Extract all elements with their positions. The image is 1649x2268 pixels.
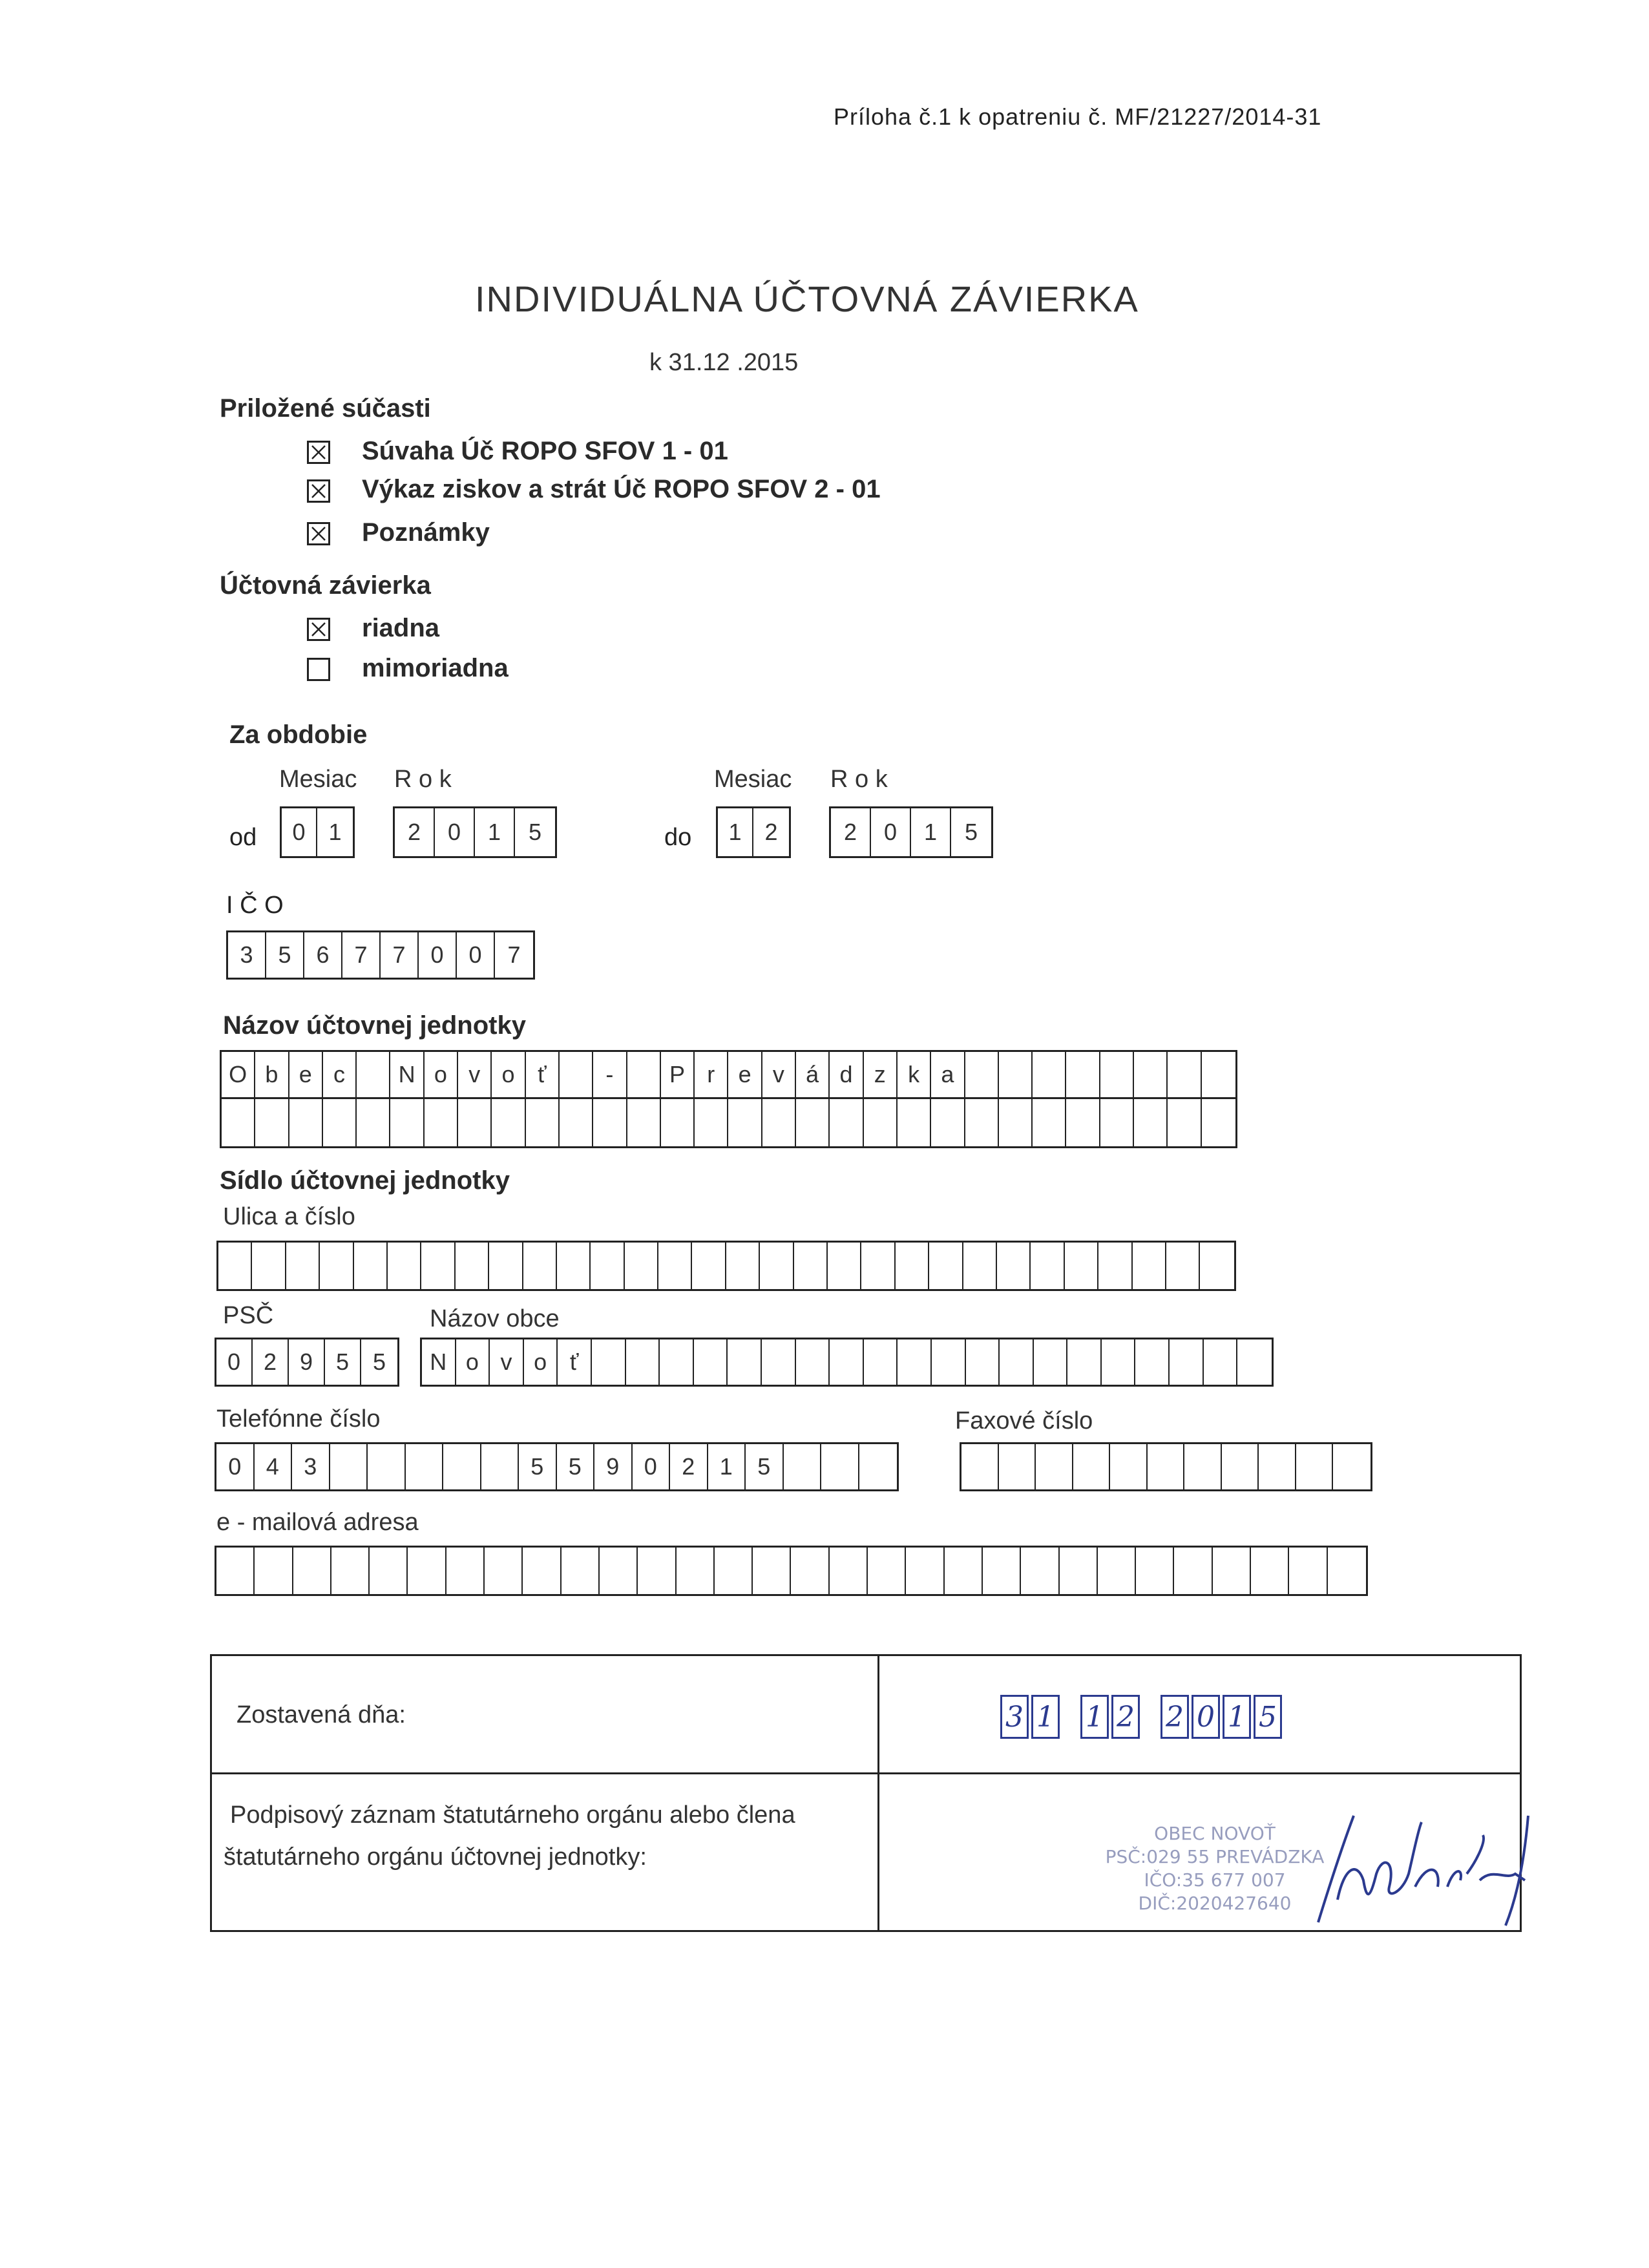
- entity-name-cell[interactable]: [999, 1099, 1033, 1146]
- phone-digit[interactable]: 1: [708, 1444, 746, 1489]
- phone-digit[interactable]: [330, 1444, 368, 1489]
- street-cell[interactable]: [218, 1243, 252, 1289]
- phone-digit[interactable]: 3: [292, 1444, 330, 1489]
- stamp-line: IČO:35 677 007: [1144, 1869, 1286, 1891]
- statement-type-regular-label: riadna: [362, 614, 440, 642]
- attachment-label-notes: Poznámky: [362, 518, 490, 547]
- ico-digit[interactable]: 0: [457, 932, 495, 978]
- street-cells: [216, 1241, 1236, 1291]
- entity-name-cell[interactable]: [898, 1099, 931, 1146]
- entity-name-cell[interactable]: b: [255, 1052, 289, 1097]
- phone-digit[interactable]: [368, 1444, 406, 1489]
- street-cell[interactable]: [1133, 1243, 1166, 1289]
- email-cell[interactable]: [983, 1548, 1021, 1594]
- to-year-digit[interactable]: 1: [911, 808, 951, 856]
- annex-reference: Príloha č.1 k opatreniu č. MF/21227/2014-31: [834, 103, 1322, 130]
- street-cell[interactable]: [1200, 1243, 1234, 1289]
- entity-name-cell[interactable]: z: [864, 1052, 898, 1097]
- phone-digit[interactable]: 0: [216, 1444, 255, 1489]
- phone-digit[interactable]: 4: [255, 1444, 293, 1489]
- entity-name-label: Názov účtovnej jednotky: [223, 1011, 526, 1040]
- email-cell[interactable]: [753, 1548, 791, 1594]
- street-cell[interactable]: [489, 1243, 523, 1289]
- entity-name-cell[interactable]: v: [458, 1052, 492, 1097]
- compiled-year-digit[interactable]: 2: [1161, 1695, 1189, 1739]
- ico-cells: [226, 930, 535, 980]
- entity-name-cell[interactable]: [390, 1099, 424, 1146]
- to-label: do: [664, 824, 692, 851]
- email-cell[interactable]: [715, 1548, 753, 1594]
- town-cell[interactable]: N: [422, 1339, 456, 1385]
- entity-name-cell[interactable]: r: [695, 1052, 728, 1097]
- phone-digit[interactable]: 5: [746, 1444, 784, 1489]
- phone-digit[interactable]: [406, 1444, 444, 1489]
- street-cell[interactable]: [625, 1243, 658, 1289]
- handwritten-signature: [1292, 1803, 1538, 1932]
- entity-name-cell[interactable]: [560, 1099, 593, 1146]
- fax-digit[interactable]: [1073, 1444, 1111, 1489]
- to-year-digit[interactable]: 5: [964, 819, 978, 845]
- ico-digit[interactable]: 7: [381, 932, 419, 978]
- town-cell[interactable]: [1204, 1339, 1238, 1385]
- attachment-label-balance: Súvaha Úč ROPO SFOV 1 - 01: [362, 437, 728, 465]
- entity-name-cell[interactable]: [1202, 1099, 1235, 1146]
- compiled-day-digit[interactable]: 3: [1000, 1695, 1029, 1739]
- compiled-day-digit[interactable]: 1: [1031, 1695, 1060, 1739]
- from-year-digit[interactable]: 2: [395, 808, 435, 856]
- email-cell[interactable]: [1289, 1548, 1327, 1594]
- street-cell[interactable]: [388, 1243, 421, 1289]
- statement-type-extraordinary-label: mimoriadna: [362, 654, 509, 682]
- entity-name-cell[interactable]: [965, 1052, 999, 1097]
- entity-name-cell[interactable]: [728, 1099, 762, 1146]
- email-cell[interactable]: [791, 1548, 829, 1594]
- email-cell[interactable]: [1021, 1548, 1059, 1594]
- entity-name-cell[interactable]: [661, 1099, 695, 1146]
- street-cell[interactable]: [557, 1243, 591, 1289]
- fax-label: Faxové číslo: [955, 1407, 1093, 1434]
- entity-name-cell[interactable]: e: [289, 1052, 323, 1097]
- psc-digit[interactable]: 0: [216, 1339, 253, 1385]
- compiled-month-digit[interactable]: 1: [1080, 1695, 1109, 1739]
- phone-digit[interactable]: [859, 1444, 898, 1489]
- email-cell[interactable]: [638, 1548, 676, 1594]
- town-cell[interactable]: [1034, 1339, 1068, 1385]
- entity-name-cell[interactable]: ť: [526, 1052, 560, 1097]
- street-cell[interactable]: [929, 1243, 963, 1289]
- email-cell[interactable]: [408, 1548, 446, 1594]
- street-cell[interactable]: [354, 1243, 388, 1289]
- entity-name-cell[interactable]: [830, 1099, 863, 1146]
- street-cell[interactable]: [828, 1243, 861, 1289]
- entity-name-cell[interactable]: [1100, 1052, 1134, 1097]
- street-label: Ulica a číslo: [223, 1203, 355, 1230]
- email-cell[interactable]: [600, 1548, 638, 1594]
- phone-digit[interactable]: 5: [519, 1444, 557, 1489]
- entity-name-cell[interactable]: [931, 1099, 965, 1146]
- entity-name-cell[interactable]: -: [593, 1052, 627, 1097]
- to-year-digit[interactable]: 0: [871, 808, 911, 856]
- from-month-digit[interactable]: 1: [328, 819, 342, 845]
- stamp-line: DIČ:2020427640: [1138, 1893, 1292, 1914]
- phone-digit[interactable]: 5: [557, 1444, 595, 1489]
- entity-name-cell[interactable]: a: [931, 1052, 965, 1097]
- entity-name-cell[interactable]: [560, 1052, 593, 1097]
- stamp-line: OBEC NOVOŤ: [1154, 1823, 1276, 1844]
- to-year-digit[interactable]: 2: [831, 808, 871, 856]
- email-cell[interactable]: [523, 1548, 561, 1594]
- entity-name-cell[interactable]: c: [323, 1052, 357, 1097]
- town-cell[interactable]: [864, 1339, 898, 1385]
- street-cell[interactable]: [1031, 1243, 1064, 1289]
- fax-digit[interactable]: [1222, 1444, 1259, 1489]
- town-label: Názov obce: [430, 1305, 560, 1332]
- entity-name-cell[interactable]: v: [762, 1052, 796, 1097]
- entity-name-cell[interactable]: [357, 1052, 390, 1097]
- street-cell[interactable]: [421, 1243, 455, 1289]
- street-cell[interactable]: [252, 1243, 286, 1289]
- fax-digit[interactable]: [961, 1444, 999, 1489]
- entity-name-cell[interactable]: [492, 1099, 525, 1146]
- compiled-year-digit[interactable]: 5: [1254, 1695, 1282, 1739]
- fax-digit[interactable]: [1184, 1444, 1222, 1489]
- entity-name-cell[interactable]: [762, 1099, 796, 1146]
- town-cell[interactable]: [830, 1339, 864, 1385]
- from-year-digit[interactable]: 1: [475, 808, 515, 856]
- ico-digit[interactable]: 6: [304, 932, 342, 978]
- street-cell[interactable]: [523, 1243, 557, 1289]
- phone-digit[interactable]: [443, 1444, 481, 1489]
- fax-digit[interactable]: [1036, 1444, 1073, 1489]
- email-cell[interactable]: [446, 1548, 485, 1594]
- from-year-digit[interactable]: 0: [435, 808, 475, 856]
- from-year-digit[interactable]: 5: [528, 819, 542, 845]
- entity-name-cell[interactable]: [357, 1099, 390, 1146]
- email-cell[interactable]: [1136, 1548, 1174, 1594]
- period-label: Za obdobie: [229, 720, 368, 749]
- from-month-cells: [280, 806, 355, 858]
- town-cell[interactable]: [932, 1339, 966, 1385]
- town-cell[interactable]: [1000, 1339, 1034, 1385]
- to-year-cells: [829, 806, 993, 858]
- email-cell[interactable]: [485, 1548, 523, 1594]
- entity-name-cell[interactable]: [222, 1099, 255, 1146]
- entity-name-cell[interactable]: [1134, 1099, 1168, 1146]
- town-cell[interactable]: [728, 1339, 762, 1385]
- attachment-checkbox-balance[interactable]: [307, 441, 330, 464]
- entity-name-cell[interactable]: [526, 1099, 560, 1146]
- compiled-year-digit[interactable]: 0: [1192, 1695, 1220, 1739]
- entity-name-cell[interactable]: [1100, 1099, 1134, 1146]
- phone-label: Telefónne číslo: [216, 1405, 381, 1433]
- street-cell[interactable]: [794, 1243, 828, 1289]
- email-cell[interactable]: [945, 1548, 983, 1594]
- entity-name-cell[interactable]: o: [492, 1052, 525, 1097]
- entity-name-cell[interactable]: P: [661, 1052, 695, 1097]
- to-month-digit[interactable]: 1: [718, 808, 753, 856]
- entity-name-cell[interactable]: [1168, 1099, 1201, 1146]
- street-cell[interactable]: [760, 1243, 793, 1289]
- town-cell[interactable]: [762, 1339, 796, 1385]
- email-cell[interactable]: [331, 1548, 370, 1594]
- fax-digit[interactable]: [1148, 1444, 1185, 1489]
- street-cell[interactable]: [692, 1243, 726, 1289]
- entity-name-cell[interactable]: [289, 1099, 323, 1146]
- compiled-month-digit[interactable]: 2: [1111, 1695, 1140, 1739]
- statement-type-checkbox-regular[interactable]: [307, 618, 330, 641]
- from-month-digit[interactable]: 0: [282, 808, 317, 856]
- street-cell[interactable]: [658, 1243, 692, 1289]
- email-cell[interactable]: [1060, 1548, 1098, 1594]
- phone-digit[interactable]: [784, 1444, 822, 1489]
- email-cell[interactable]: [1098, 1548, 1136, 1594]
- attachment-label-income: Výkaz ziskov a strát Úč ROPO SFOV 2 - 01: [362, 475, 881, 503]
- entity-name-cell[interactable]: [999, 1052, 1033, 1097]
- town-cell[interactable]: [966, 1339, 1000, 1385]
- ico-digit[interactable]: 3: [228, 932, 266, 978]
- ico-digit[interactable]: 7: [507, 941, 521, 968]
- street-cell[interactable]: [1065, 1243, 1098, 1289]
- entity-name-cell[interactable]: [255, 1099, 289, 1146]
- to-month-cells: [716, 806, 791, 858]
- signature-label-line1: Podpisový záznam štatutárneho orgánu alebo člena: [230, 1801, 795, 1829]
- psc-digit[interactable]: 2: [253, 1339, 289, 1385]
- entity-name-cell[interactable]: N: [390, 1052, 424, 1097]
- entity-name-cell[interactable]: á: [796, 1052, 830, 1097]
- entity-name-cell[interactable]: [425, 1099, 458, 1146]
- town-cell[interactable]: [694, 1339, 728, 1385]
- phone-digit[interactable]: 2: [670, 1444, 708, 1489]
- to-month-label: Mesiac: [714, 766, 792, 793]
- entity-name-cell[interactable]: [796, 1099, 830, 1146]
- street-cell[interactable]: [726, 1243, 760, 1289]
- town-cell[interactable]: [626, 1339, 660, 1385]
- fax-digit[interactable]: [1333, 1444, 1371, 1489]
- entity-name-cell[interactable]: d: [830, 1052, 863, 1097]
- entity-name-cell[interactable]: [1202, 1052, 1235, 1097]
- entity-name-cell[interactable]: [695, 1099, 728, 1146]
- entity-name-cell[interactable]: [1168, 1052, 1201, 1097]
- entity-name-cell[interactable]: k: [898, 1052, 931, 1097]
- town-cell[interactable]: o: [456, 1339, 490, 1385]
- email-cell[interactable]: [562, 1548, 600, 1594]
- phone-digit[interactable]: [821, 1444, 859, 1489]
- street-cell[interactable]: [896, 1243, 929, 1289]
- psc-digit[interactable]: 5: [372, 1349, 386, 1375]
- email-cell[interactable]: [1213, 1548, 1251, 1594]
- town-cell[interactable]: v: [490, 1339, 524, 1385]
- ico-digit[interactable]: 7: [342, 932, 381, 978]
- attachment-checkbox-notes[interactable]: [307, 522, 330, 545]
- street-cell[interactable]: [963, 1243, 997, 1289]
- ico-digit[interactable]: 0: [419, 932, 457, 978]
- from-month-label: Mesiac: [279, 766, 357, 793]
- entity-name-cell[interactable]: [1066, 1052, 1100, 1097]
- town-cell[interactable]: [1170, 1339, 1204, 1385]
- entity-name-cell[interactable]: [864, 1099, 898, 1146]
- phone-digit[interactable]: 0: [633, 1444, 671, 1489]
- town-cell[interactable]: [1102, 1339, 1136, 1385]
- town-cell[interactable]: o: [524, 1339, 558, 1385]
- ico-digit[interactable]: 5: [266, 932, 304, 978]
- statement-type-checkbox-extraordinary[interactable]: [307, 658, 330, 681]
- psc-digit[interactable]: 9: [289, 1339, 325, 1385]
- entity-name-cell[interactable]: [627, 1052, 661, 1097]
- fax-digit[interactable]: [1259, 1444, 1296, 1489]
- compiled-year-digit[interactable]: 1: [1223, 1695, 1251, 1739]
- entity-name-row-2: [220, 1099, 1237, 1148]
- phone-cells: [215, 1442, 899, 1491]
- fax-digit[interactable]: [1110, 1444, 1148, 1489]
- signature-label-line2: štatutárneho orgánu účtovnej jednotky:: [224, 1843, 647, 1871]
- entity-name-cell[interactable]: [627, 1099, 661, 1146]
- street-cell[interactable]: [320, 1243, 353, 1289]
- entity-name-cell[interactable]: O: [222, 1052, 255, 1097]
- town-cells: [420, 1338, 1274, 1387]
- to-month-digit[interactable]: 2: [764, 819, 778, 845]
- compiled-date: [1000, 1695, 1285, 1739]
- psc-cells: [215, 1338, 399, 1387]
- entity-name-row-1: [220, 1050, 1237, 1099]
- email-cell[interactable]: [216, 1548, 255, 1594]
- town-cell[interactable]: [1135, 1339, 1170, 1385]
- street-cell[interactable]: [861, 1243, 895, 1289]
- entity-name-cell[interactable]: e: [728, 1052, 762, 1097]
- ico-label: I Č O: [226, 892, 284, 919]
- fax-digit[interactable]: [999, 1444, 1036, 1489]
- email-cell[interactable]: [906, 1548, 944, 1594]
- town-cell[interactable]: [1067, 1339, 1102, 1385]
- email-cell[interactable]: [1174, 1548, 1212, 1594]
- street-cell[interactable]: [997, 1243, 1031, 1289]
- compiled-label: Zostavená dňa:: [236, 1701, 406, 1728]
- fax-cells: [960, 1442, 1372, 1491]
- entity-name-cell[interactable]: o: [425, 1052, 458, 1097]
- email-cell[interactable]: [677, 1548, 715, 1594]
- town-cell[interactable]: [898, 1339, 932, 1385]
- email-label: e - mailová adresa: [216, 1509, 419, 1536]
- entity-name-cell[interactable]: [1066, 1099, 1100, 1146]
- email-cell[interactable]: [255, 1548, 293, 1594]
- phone-digit[interactable]: [481, 1444, 520, 1489]
- entity-name-cell[interactable]: [458, 1099, 492, 1146]
- psc-label: PSČ: [223, 1302, 274, 1329]
- town-cell[interactable]: [1237, 1339, 1272, 1385]
- fax-digit[interactable]: [1296, 1444, 1334, 1489]
- entity-name-cell[interactable]: [1134, 1052, 1168, 1097]
- town-cell[interactable]: [660, 1339, 694, 1385]
- street-cell[interactable]: [1166, 1243, 1200, 1289]
- street-cell[interactable]: [1098, 1243, 1132, 1289]
- email-cell[interactable]: [830, 1548, 868, 1594]
- email-cell[interactable]: [1251, 1548, 1289, 1594]
- email-cell[interactable]: [868, 1548, 906, 1594]
- psc-digit[interactable]: 5: [325, 1339, 361, 1385]
- entity-name-cell[interactable]: [1033, 1099, 1066, 1146]
- town-cell[interactable]: ť: [558, 1339, 592, 1385]
- entity-name-cell[interactable]: [1033, 1052, 1066, 1097]
- document-title: INDIVIDUÁLNA ÚČTOVNÁ ZÁVIERKA: [475, 278, 1139, 319]
- statement-type-label: Účtovná závierka: [220, 571, 431, 600]
- from-label: od: [229, 824, 257, 851]
- seat-label: Sídlo účtovnej jednotky: [220, 1166, 510, 1195]
- street-cell[interactable]: [286, 1243, 320, 1289]
- from-year-label: R o k: [394, 766, 452, 793]
- street-cell[interactable]: [591, 1243, 624, 1289]
- street-cell[interactable]: [456, 1243, 489, 1289]
- entity-name-cell[interactable]: [323, 1099, 357, 1146]
- entity-name-cell[interactable]: [593, 1099, 627, 1146]
- email-cell[interactable]: [370, 1548, 408, 1594]
- email-cell[interactable]: [293, 1548, 331, 1594]
- from-year-cells: [393, 806, 557, 858]
- attachments-label: Priložené súčasti: [220, 394, 431, 423]
- statement-date: k 31.12 .2015: [649, 349, 799, 376]
- attachment-checkbox-income[interactable]: [307, 479, 330, 503]
- email-cell[interactable]: [1328, 1548, 1366, 1594]
- stamp-line: PSČ:029 55 PREVÁDZKA: [1105, 1846, 1325, 1867]
- email-cells: [215, 1546, 1368, 1596]
- phone-digit[interactable]: 9: [594, 1444, 633, 1489]
- entity-name-cell[interactable]: [965, 1099, 999, 1146]
- to-year-label: R o k: [830, 766, 888, 793]
- town-cell[interactable]: [592, 1339, 626, 1385]
- town-cell[interactable]: [796, 1339, 830, 1385]
